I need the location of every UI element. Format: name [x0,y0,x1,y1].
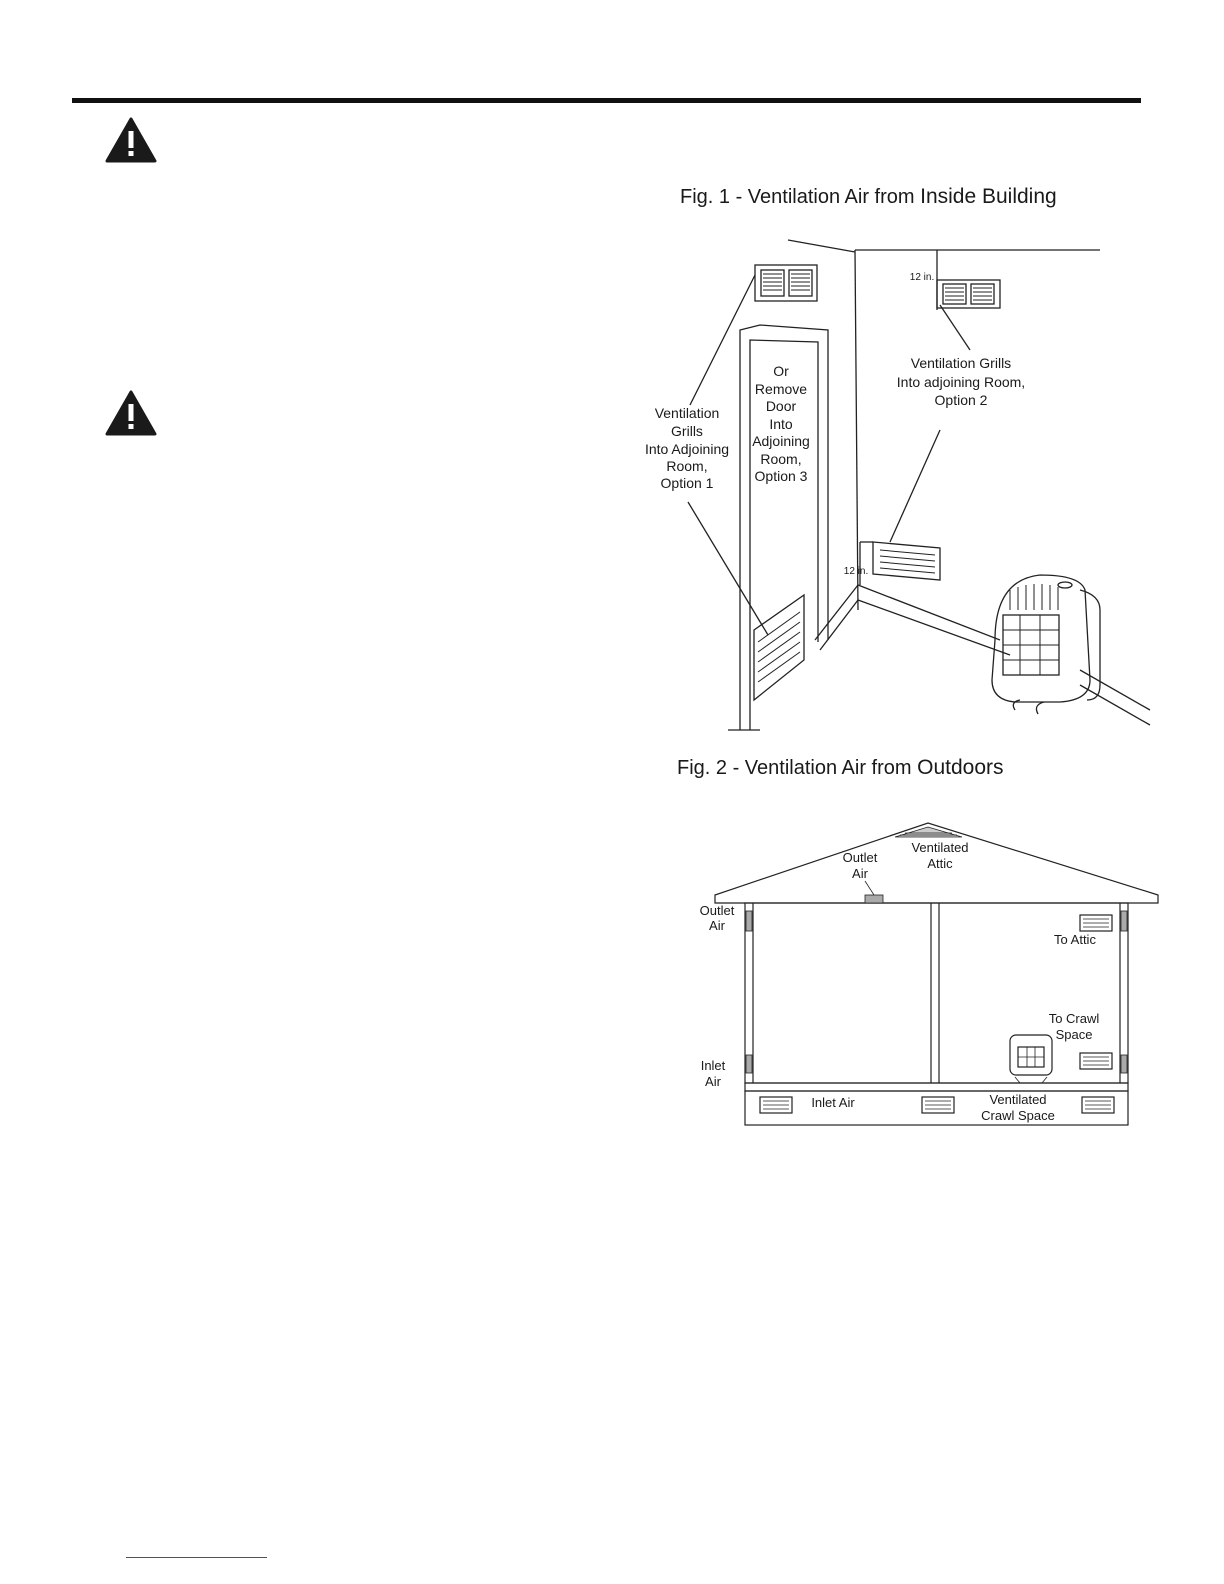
outlet-air-roof-label: Air [852,866,868,881]
header-rule [72,98,1141,103]
ventilated-attic-label: Attic [927,856,953,871]
warning-triangle-icon [105,390,157,436]
inlet-air-wall-label: Inlet [700,1058,726,1073]
option3-label-line: Door [765,398,797,414]
outlet-air-wall-label: Air [709,918,725,933]
option2-label-line: Option 2 [934,392,988,408]
ventilated-attic-label: Ventilated [911,840,969,855]
option3-label-line: Into [769,416,793,432]
dimension-bottom-label: 12 in. [843,566,869,577]
option2-label-line: Into adjoining Room, [896,374,1026,390]
option3-label-line: Room, [760,451,802,467]
to-crawl-space-label: To Crawl [1048,1011,1100,1026]
to-attic-label: To Attic [1054,932,1096,947]
warning-triangle-icon [105,117,157,163]
option2-label-line: Ventilation Grills [910,355,1012,371]
outlet-air-wall-label: Outlet [699,903,735,918]
figure1-title: Fig. 1 - Ventilation Air from Inside Building [680,185,1057,208]
outlet-air-roof-label: Outlet [842,850,878,865]
to-crawl-space-label: Space [1055,1027,1093,1042]
figure2-title-emphasis: Outdoors [917,756,1004,779]
option1-label-line: Room, [666,458,708,474]
dimension-top-label: 12 in. [909,272,935,283]
option1-label-line: Into Adjoining [644,441,730,457]
ventilated-crawl-space-label: Crawl Space [981,1108,1055,1123]
option1-label-line: Option 1 [660,475,714,491]
option1-label-line: Ventilation [654,405,720,421]
ventilated-crawl-space-label: Ventilated [989,1092,1047,1107]
figure1-ventilation-inside-diagram [640,230,1160,740]
inlet-air-wall-label: Air [705,1074,721,1089]
inlet-air-floor-label: Inlet Air [811,1095,855,1110]
option3-label-line: Or [773,363,789,379]
figure2-ventilation-outdoors-diagram [690,815,1170,1135]
option3-label-line: Adjoining [752,433,810,449]
option3-label-line: Option 3 [754,468,808,484]
footer-link-underline[interactable] [126,1557,267,1558]
option1-label-line: Grills [671,423,703,439]
figure1-title-emphasis: Inside Building [920,185,1057,208]
option3-label-line: Remove [754,381,808,397]
figure2-title: Fig. 2 - Ventilation Air from Outdoors [677,756,1004,779]
